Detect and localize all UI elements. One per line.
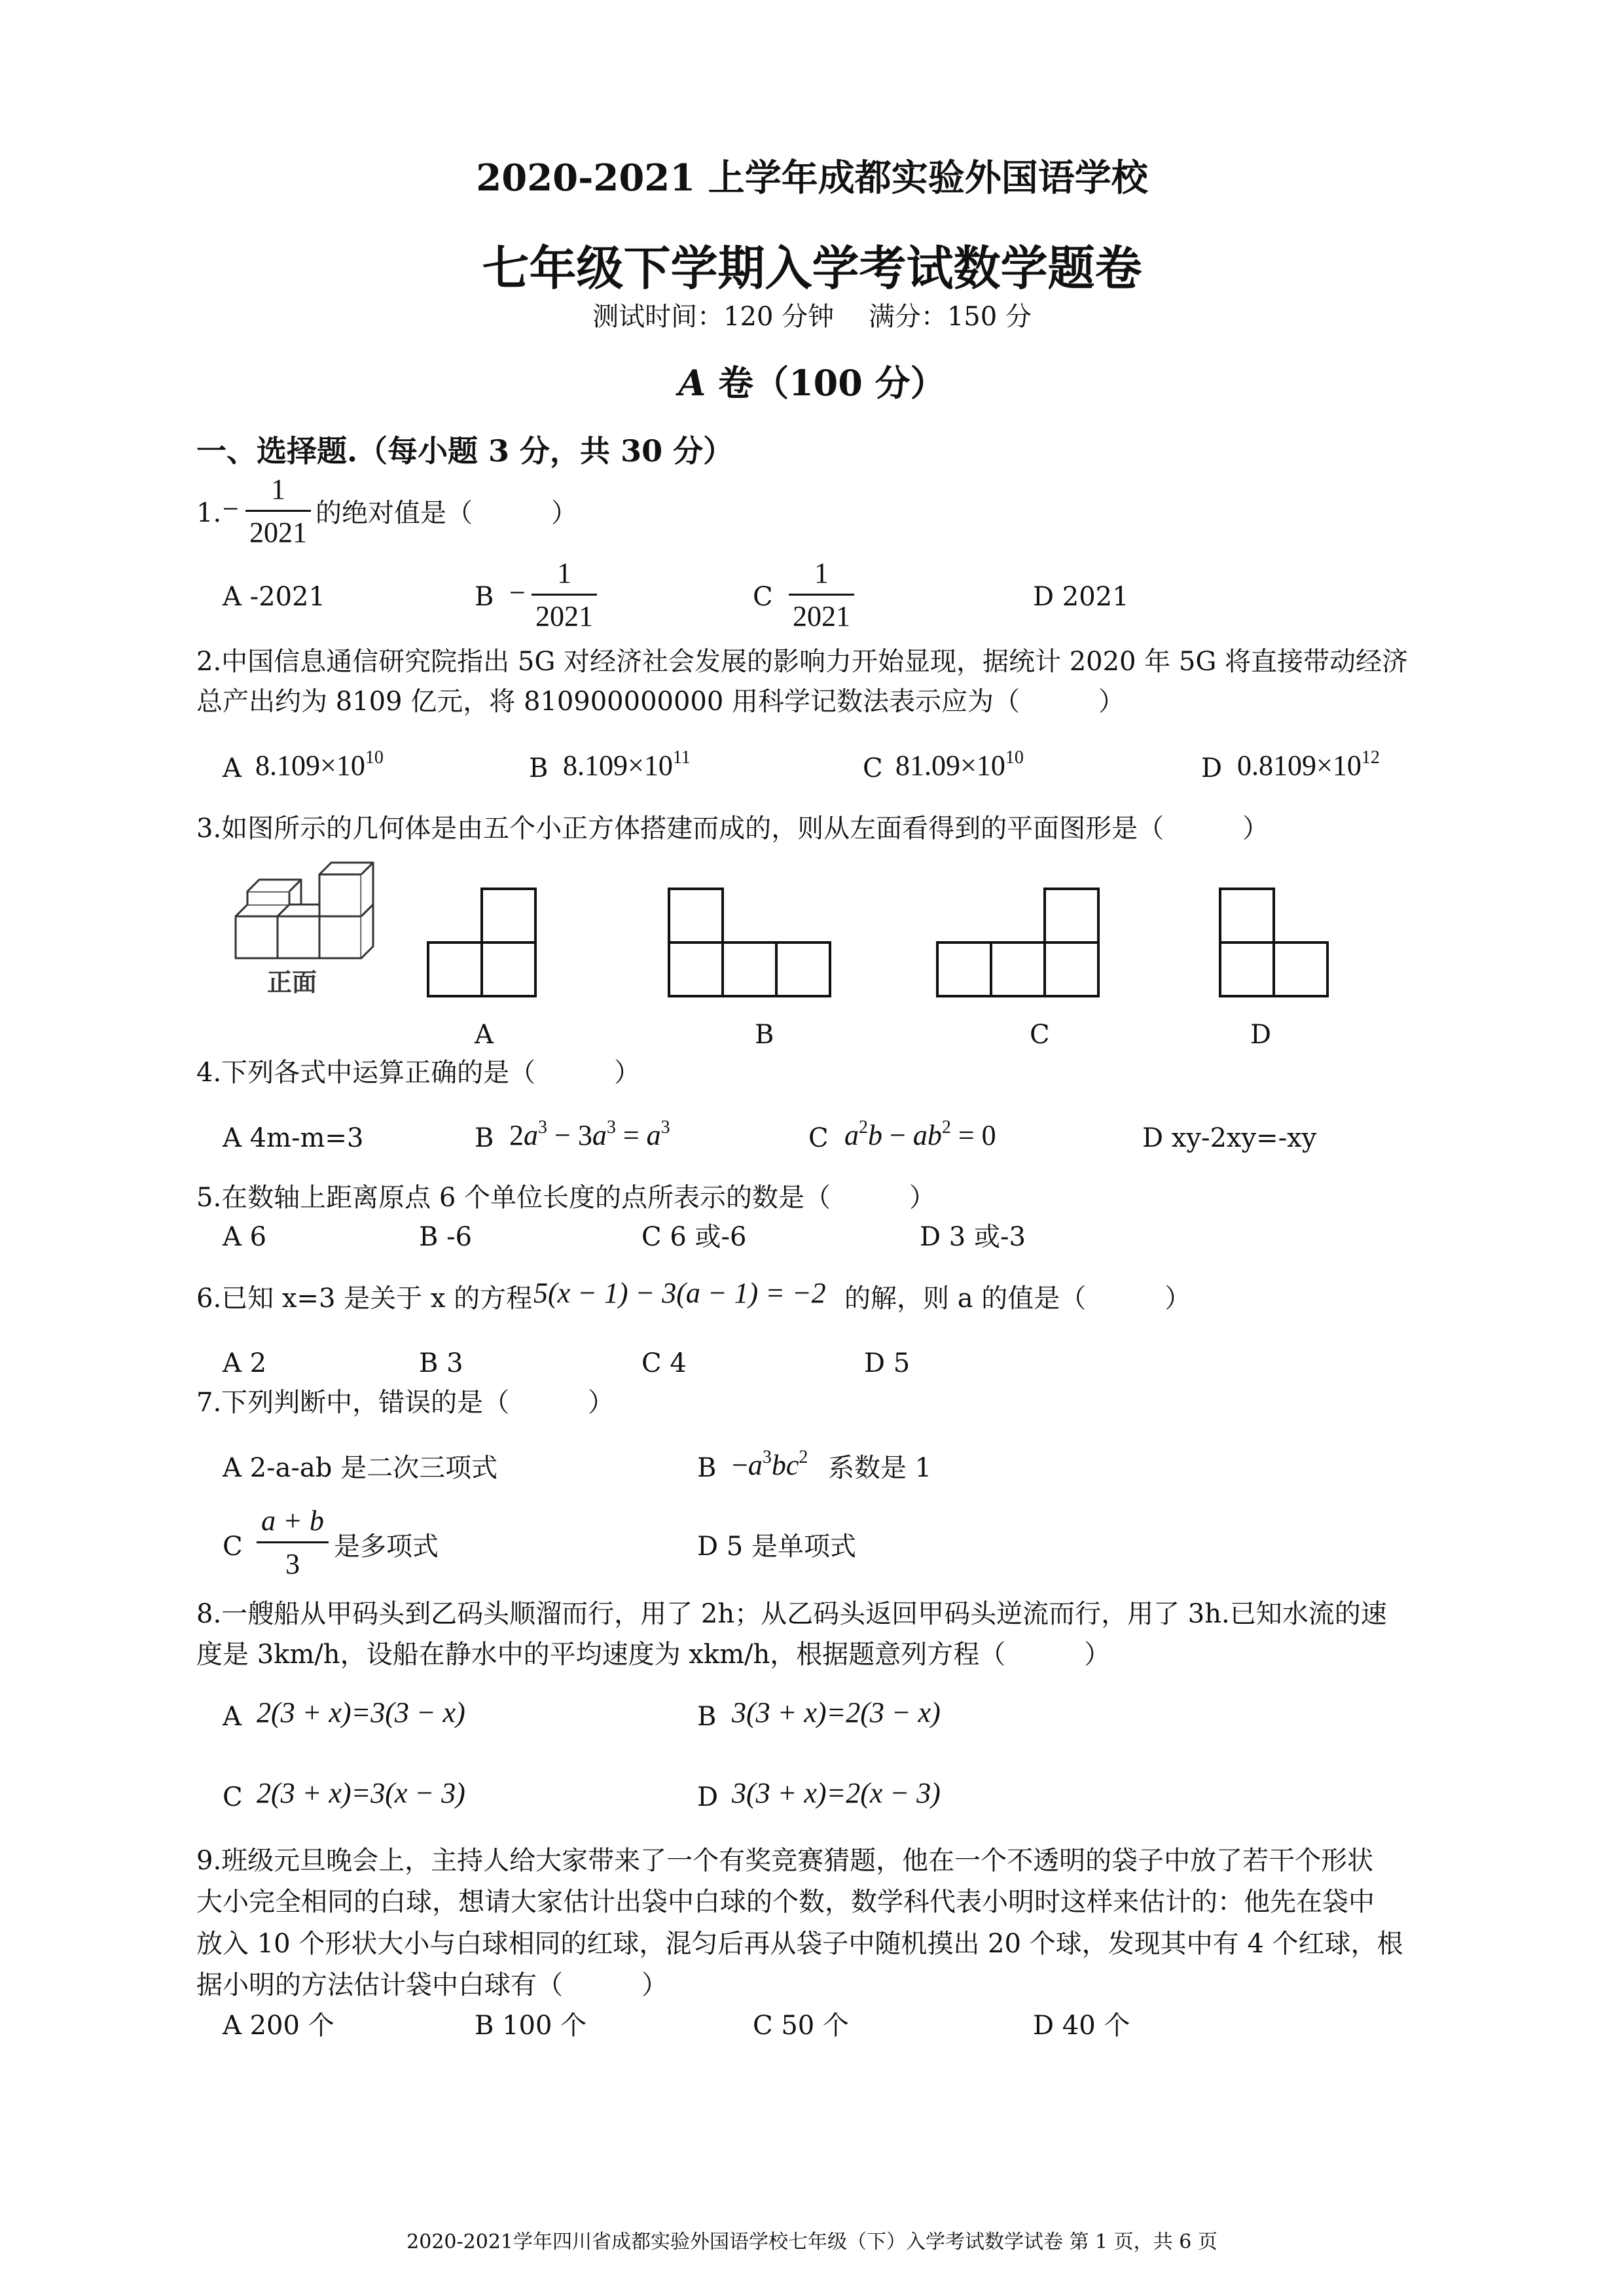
q4-stem: 4.下列各式中运算正确的是（ ） <box>196 1058 641 1088</box>
q9-stem-line2: 大小完全相同的白球，想请大家估计出袋中白球的个数，数学科代表小明时这样来估计的：他先在袋中 <box>196 1887 1375 1917</box>
q4-option-b-expr: $2a^3 - 3a^3 = a^3$ <box>509 1117 670 1151</box>
q7-option-c-fraction <box>257 1504 329 1581</box>
q6-stem-tail: 的解，则 a 的值是（ ） <box>844 1283 1191 1314</box>
q8-stem-line2: 度是 3km/h，设船在静水中的平均速度为 xkm/h，根据题意列方程（ ） <box>196 1640 1111 1670</box>
q9-option-a[interactable]: A 200 个 <box>223 2011 334 2041</box>
q9-stem-line4: 据小明的方法估计袋中白球有（ ） <box>196 1970 668 2000</box>
q1-minus: − <box>223 493 239 525</box>
q8-option-b-expr: 3(3 + x)=2(3 − x) <box>732 1696 941 1729</box>
q2-a-exp: 10 <box>365 747 384 768</box>
q1-stem: 的绝对值是（ ） <box>316 498 577 528</box>
q1-frac-bar <box>245 510 311 512</box>
q6-option-d[interactable]: D 5 <box>864 1348 911 1378</box>
q1-option-b-label[interactable]: B <box>475 582 494 612</box>
q1-b-num: 1 <box>557 557 571 589</box>
q7-option-a[interactable]: A 2-a-ab 是二次三项式 <box>223 1453 498 1483</box>
q7-option-d[interactable]: D 5 是单项式 <box>697 1532 856 1562</box>
q9-stem-line3: 放入 10 个形状大小与白球相同的红球，混匀后再从袋子中随机摸出 20 个球，发现其中有 4 个红球，根 <box>196 1929 1403 1959</box>
q7-option-b-expr: $-a^3bc^2$ <box>732 1447 808 1481</box>
q8-option-d-expr: 3(3 + x)=2(x − 3) <box>732 1777 941 1809</box>
q9-option-b[interactable]: B 100 个 <box>475 2011 587 2041</box>
q3-figure-d <box>1220 889 1327 996</box>
q2-d-mant: 0.8109×10 <box>1237 749 1362 781</box>
q5-option-b[interactable]: B -6 <box>419 1222 473 1252</box>
q1-b-den: 2021 <box>535 600 593 632</box>
q7-option-b-label[interactable]: B <box>697 1453 717 1483</box>
q3-stem: 3.如图所示的几何体是由五个小正方体搭建而成的，则从左面看得到的平面图形是（ ） <box>196 814 1269 844</box>
q2-b-mant: 8.109×10 <box>563 749 673 781</box>
q2-stem-line2: 总产出约为 8109 亿元，将 810900000000 用科学记数法表示应为（ ） <box>196 687 1125 717</box>
q2-option-b-label[interactable]: B <box>529 753 549 783</box>
q3-figures <box>196 851 1375 1041</box>
exam-info: 测试时间：120 分钟 满分：150 分 <box>592 302 1032 332</box>
q9-option-d[interactable]: D 40 个 <box>1033 2011 1130 2041</box>
q4-option-d[interactable]: D xy-2xy=-xy <box>1142 1123 1317 1153</box>
q7-c-den: 3 <box>285 1548 300 1580</box>
q8-option-c-label[interactable]: C <box>223 1782 243 1812</box>
q2-option-a-expr <box>255 747 384 782</box>
q7-option-c-label[interactable]: C <box>223 1532 243 1562</box>
q2-option-d-label[interactable]: D <box>1201 753 1223 783</box>
q4-option-c-label[interactable]: C <box>808 1123 829 1153</box>
q1-b-bar <box>532 594 597 596</box>
q4-option-a[interactable]: A 4m-m=3 <box>223 1123 364 1153</box>
q1-frac-den: 2021 <box>249 516 307 548</box>
part1-heading: 一、选择题.（每小题 3 分，共 30 分） <box>196 433 734 469</box>
q2-a-mant: 8.109×10 <box>255 749 365 781</box>
q2-c-exp: 10 <box>1005 747 1024 768</box>
page-footer: 2020-2021学年四川省成都实验外国语学校七年级（下）入学考试数学试卷 第 1 页，共 6 页 <box>406 2231 1218 2253</box>
q3-figure-b <box>669 889 830 996</box>
q3-option-c[interactable]: C <box>1030 1020 1050 1050</box>
q5-option-c[interactable]: C 6 或-6 <box>641 1222 747 1252</box>
q1-number: 1. <box>196 498 222 528</box>
q2-c-mant: 81.09×10 <box>895 749 1005 781</box>
q3-figure-a <box>428 889 535 996</box>
q9-stem-line1: 9.班级元旦晚会上，主持人给大家带来了一个有奖竞赛猜题，他在一个不透明的袋子中放了若干个形状 <box>196 1846 1374 1876</box>
q4-option-b-label[interactable]: B <box>475 1123 494 1153</box>
q6-option-c[interactable]: C 4 <box>641 1348 687 1378</box>
school-title: 2020-2021 上学年成都实验外国语学校 <box>476 156 1148 200</box>
q6-option-a[interactable]: A 2 <box>223 1348 267 1378</box>
q5-option-d[interactable]: D 3 或-3 <box>920 1222 1026 1252</box>
q7-option-c-tail: 是多项式 <box>334 1532 439 1562</box>
q2-option-c-label[interactable]: C <box>863 753 883 783</box>
q2-option-b-expr <box>563 747 691 782</box>
q1-option-c-label[interactable]: C <box>753 582 773 612</box>
q7-stem: 7.下列判断中，错误的是（ ） <box>196 1388 615 1418</box>
section-letter: A <box>678 362 706 404</box>
q8-option-b-label[interactable]: B <box>697 1702 717 1732</box>
q1-option-b-fraction <box>532 556 597 633</box>
q5-option-a[interactable]: A 6 <box>223 1222 267 1252</box>
q1-option-b-minus: − <box>509 577 526 609</box>
q6-option-b[interactable]: B 3 <box>419 1348 463 1378</box>
q3-option-a[interactable]: A <box>475 1020 494 1050</box>
q7-c-bar <box>257 1541 329 1543</box>
q2-b-exp: 11 <box>672 747 691 768</box>
q3-front-label: 正面 <box>267 968 317 997</box>
q1-option-d[interactable]: D 2021 <box>1033 582 1129 612</box>
section-title <box>0 355 1624 406</box>
q1-option-c-fraction <box>789 556 854 633</box>
q8-option-d-label[interactable]: D <box>697 1782 719 1812</box>
section-title-rest: 卷（100 分） <box>706 362 946 404</box>
q2-option-a-label[interactable]: A <box>223 753 242 783</box>
q8-stem-line1: 8.一艘船从甲码头到乙码头顺溜而行，用了 2h；从乙码头返回甲码头逆流而行，用了 3h.已知水流的速 <box>196 1599 1387 1629</box>
q7-option-b-tail: 系数是 1 <box>828 1453 932 1483</box>
q5-stem: 5.在数轴上距离原点 6 个单位长度的点所表示的数是（ ） <box>196 1183 936 1213</box>
q8-option-a-expr: 2(3 + x)=3(3 − x) <box>257 1696 465 1729</box>
q2-d-exp: 12 <box>1361 747 1380 768</box>
q7-c-num: a + b <box>261 1505 324 1537</box>
q6-stem-head: 6.已知 x=3 是关于 x 的方程 <box>196 1283 533 1314</box>
q1-c-num: 1 <box>814 557 829 589</box>
q8-option-a-label[interactable]: A <box>223 1702 242 1732</box>
q3-figure-c <box>937 889 1098 996</box>
q8-option-c-expr: 2(3 + x)=3(x − 3) <box>257 1777 465 1809</box>
q9-option-c[interactable]: C 50 个 <box>753 2011 849 2041</box>
q1-c-den: 2021 <box>793 600 850 632</box>
q4-option-c-expr: $a^2b - ab^2 = 0$ <box>844 1117 996 1151</box>
q6-equation: 5(x − 1) − 3(a − 1) = −2 <box>533 1277 826 1309</box>
q1-option-a[interactable]: A -2021 <box>223 582 325 612</box>
q2-option-c-expr <box>895 747 1024 782</box>
q1-c-bar <box>789 594 854 596</box>
q2-stem-line1: 2.中国信息通信研究院指出 5G 对经济社会发展的影响力开始显现，据统计 2020 年 5G 将直接带动经济 <box>196 647 1409 677</box>
q1-fraction <box>245 473 311 549</box>
q2-option-d-expr <box>1237 747 1380 782</box>
exam-title: 七年级下学期入学考试数学题卷 <box>482 240 1142 296</box>
q1-frac-num: 1 <box>271 473 285 505</box>
q3-option-d[interactable]: D <box>1250 1020 1272 1050</box>
q3-option-b[interactable]: B <box>755 1020 774 1050</box>
q3-solid-figure <box>236 863 373 958</box>
